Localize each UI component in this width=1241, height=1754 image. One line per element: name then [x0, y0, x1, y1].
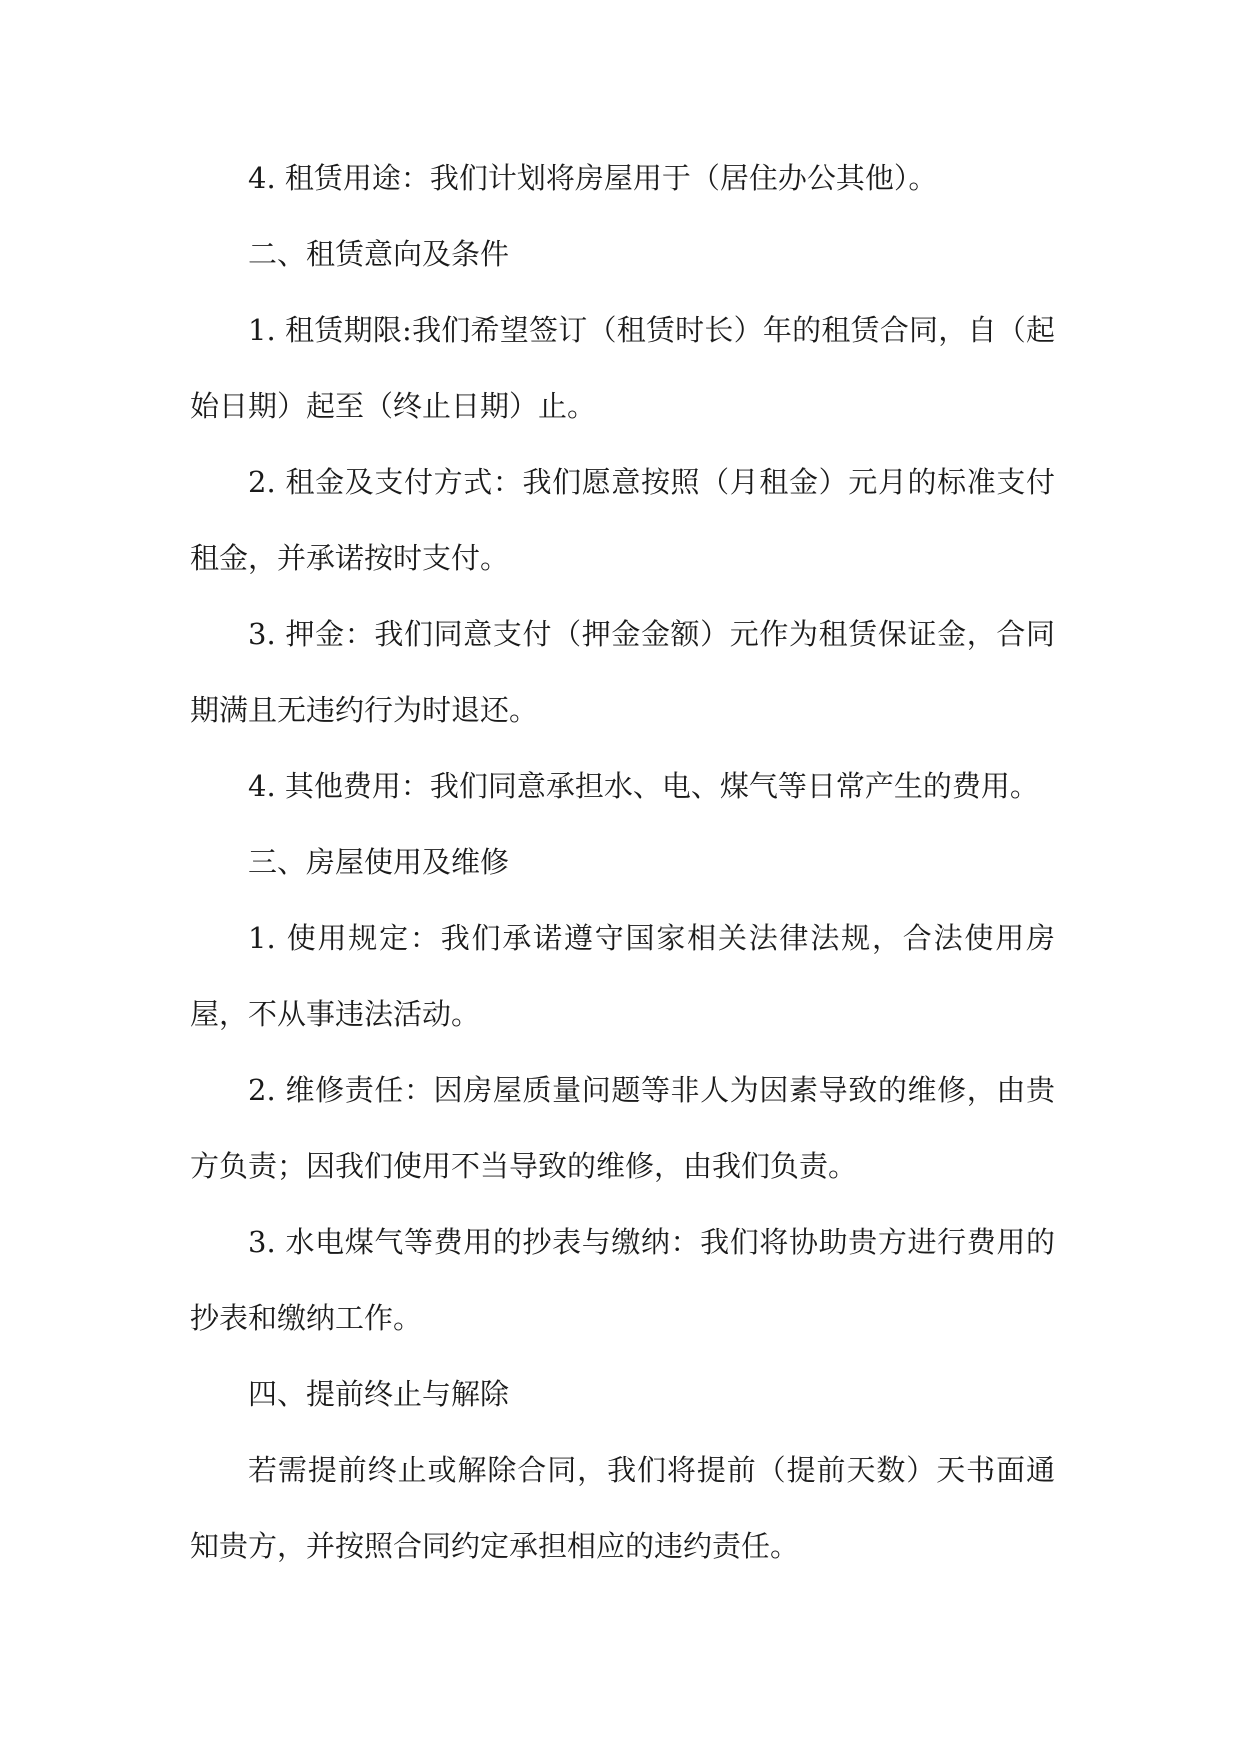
paragraph-lease-period: 1. 租赁期限:我们希望签订（租赁时长）年的租赁合同，自（起始日期）起至（终止日期）止。 — [190, 313, 1055, 423]
section-heading-early-termination: 四、提前终止与解除 — [248, 1377, 510, 1411]
paragraph-rent-payment: 2. 租金及支付方式：我们愿意按照（月租金）元月的标准支付租金，并承诺按时支付。 — [190, 465, 1055, 575]
section-heading-lease-terms: 二、租赁意向及条件 — [248, 237, 510, 271]
section-heading-use-maintenance: 三、房屋使用及维修 — [248, 845, 510, 879]
document-body — [190, 140, 1055, 1584]
paragraph-utility-meters: 3. 水电煤气等费用的抄表与缴纳：我们将协助贵方进行费用的抄表和缴纳工作。 — [190, 1225, 1055, 1335]
paragraph-usage: 4. 租赁用途：我们计划将房屋用于（居住办公其他）。 — [248, 161, 938, 195]
paragraph-repair-responsibility: 2. 维修责任：因房屋质量问题等非人为因素导致的维修，由贵方负责；因我们使用不当导致的维修，由我们负责。 — [190, 1073, 1055, 1183]
paragraph-use-rules: 1. 使用规定：我们承诺遵守国家相关法律法规，合法使用房屋，不从事违法活动。 — [190, 921, 1055, 1031]
paragraph-deposit: 3. 押金：我们同意支付（押金金额）元作为租赁保证金，合同期满且无违约行为时退还。 — [190, 617, 1055, 727]
paragraph-other-fees: 4. 其他费用：我们同意承担水、电、煤气等日常产生的费用。 — [248, 769, 1039, 803]
paragraph-termination-notice: 若需提前终止或解除合同，我们将提前（提前天数）天书面通知贵方，并按照合同约定承担相应的违约责任。 — [190, 1453, 1055, 1563]
